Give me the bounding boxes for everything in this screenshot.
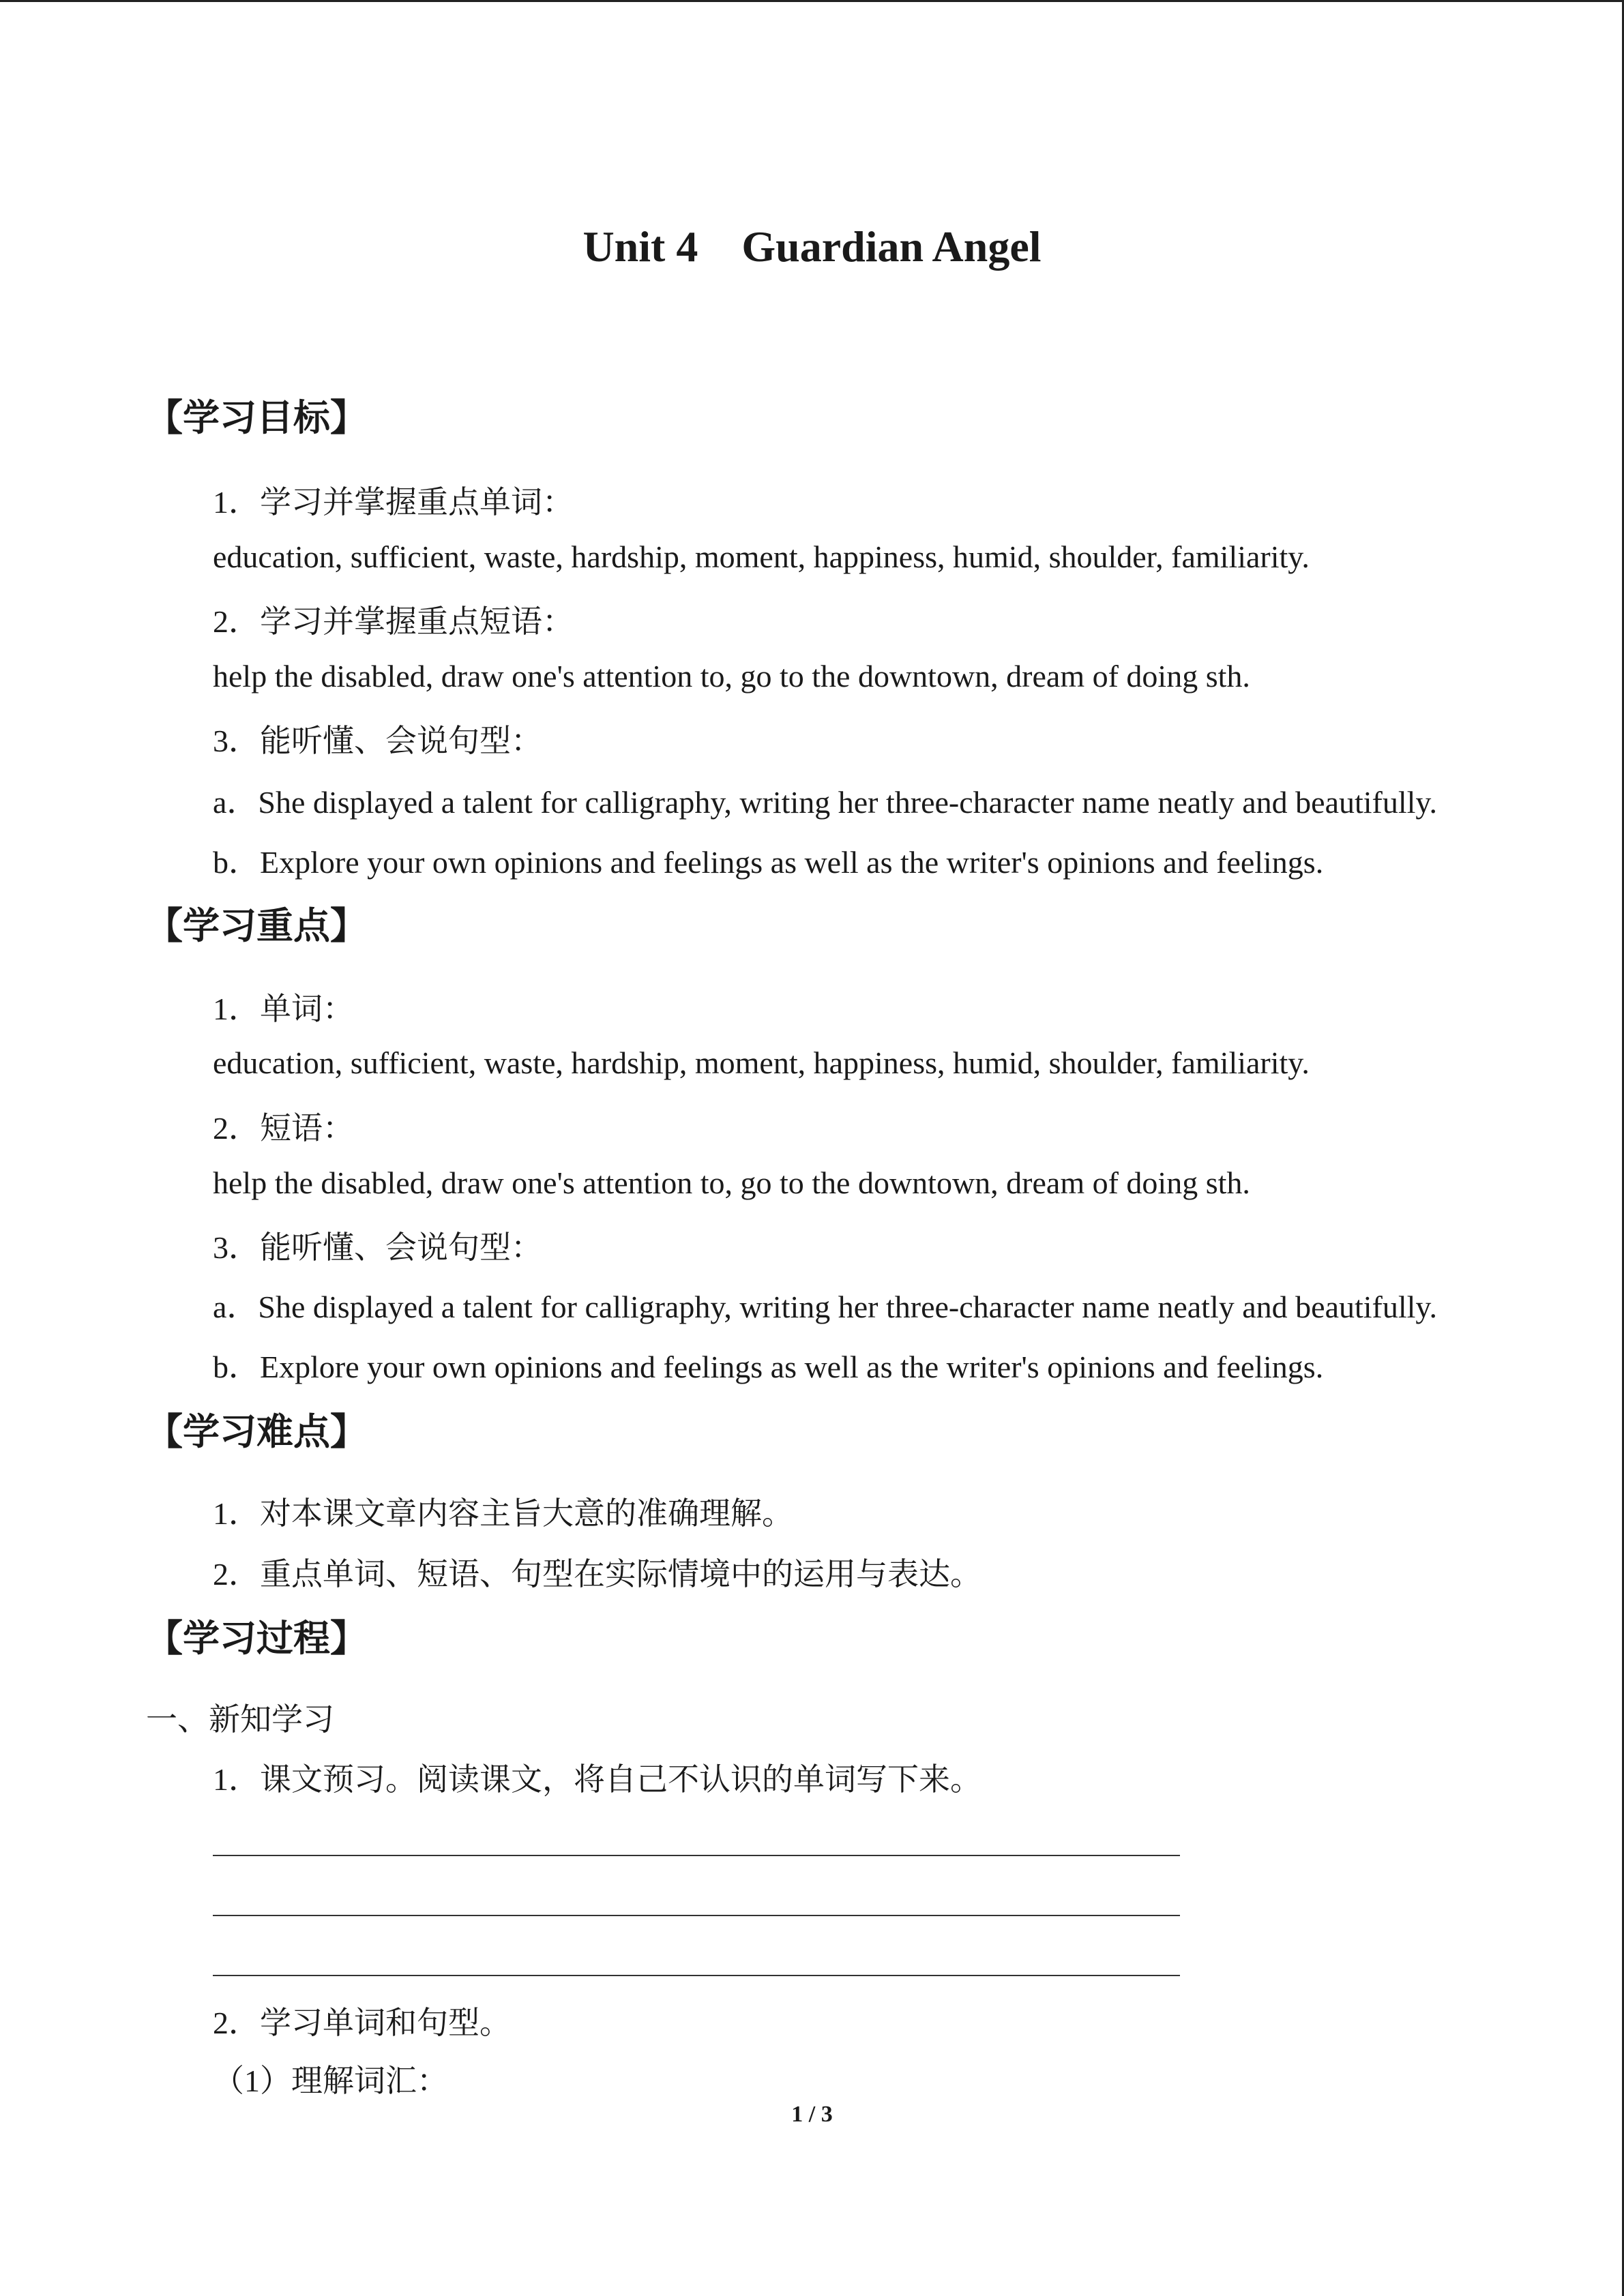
answer-blank-line-3[interactable] bbox=[213, 1975, 1180, 1976]
section-heading-process: 【学习过程】 bbox=[146, 1618, 367, 1659]
section-heading-difficulties: 【学习难点】 bbox=[146, 1412, 367, 1452]
process-part1: 一、新知学习 bbox=[146, 1702, 334, 1737]
keypoints-item1-text: education, sufficient, waste, hardship, moment, happiness, humid, shoulder, familiarity. bbox=[213, 1045, 1310, 1080]
keypoints-item3-label: 3．能听懂、会说句型： bbox=[213, 1230, 542, 1265]
page-border-top bbox=[0, 0, 1624, 2]
objectives-item2-label: 2．学习并掌握重点短语： bbox=[213, 604, 574, 639]
process-step2: 2．学习单词和句型。 bbox=[213, 2006, 511, 2040]
objectives-item3-label: 3．能听懂、会说句型： bbox=[213, 724, 542, 758]
keypoints-item3-b: b．Explore your own opinions and feelings as well as the writer's opinions and feelings. bbox=[213, 1350, 1324, 1384]
process-step2-1: （1）理解词汇： bbox=[213, 2063, 448, 2098]
keypoints-item2-text: help the disabled, draw one's attention to, go to the downtown, dream of doing sth. bbox=[213, 1165, 1250, 1200]
keypoints-item3-a: a．She displayed a talent for calligraphy, writing her three-character name neatly and beautifully. bbox=[213, 1289, 1437, 1324]
objectives-item2-text: help the disabled, draw one's attention to, go to the downtown, dream of doing sth. bbox=[213, 659, 1250, 694]
keypoints-item1-label: 1．单词： bbox=[213, 992, 354, 1026]
objectives-item3-b: b．Explore your own opinions and feelings as well as the writer's opinions and feelings. bbox=[213, 845, 1324, 880]
answer-blank-line-2[interactable] bbox=[213, 1915, 1180, 1916]
keypoints-item2-label: 2．短语： bbox=[213, 1111, 354, 1146]
document-title: Unit 4 Guardian Angel bbox=[582, 222, 1042, 271]
objectives-item1-label: 1．学习并掌握重点单词： bbox=[213, 485, 574, 520]
objectives-item1-text: education, sufficient, waste, hardship, moment, happiness, humid, shoulder, familiarity. bbox=[213, 539, 1310, 574]
answer-blank-line-1[interactable] bbox=[213, 1855, 1180, 1856]
process-step1: 1．课文预习。阅读课文，将自己不认识的单词写下来。 bbox=[213, 1762, 981, 1797]
section-heading-keypoints: 【学习重点】 bbox=[146, 906, 367, 946]
page-number: 1 / 3 bbox=[791, 2102, 833, 2127]
objectives-item3-a: a．She displayed a talent for calligraphy, writing her three-character name neatly and beautifully. bbox=[213, 785, 1437, 820]
difficulties-item2: 2．重点单词、短语、句型在实际情境中的运用与表达。 bbox=[213, 1557, 981, 1592]
section-heading-objectives: 【学习目标】 bbox=[146, 398, 367, 438]
difficulties-item1: 1．对本课文章内容主旨大意的准确理解。 bbox=[213, 1496, 793, 1531]
